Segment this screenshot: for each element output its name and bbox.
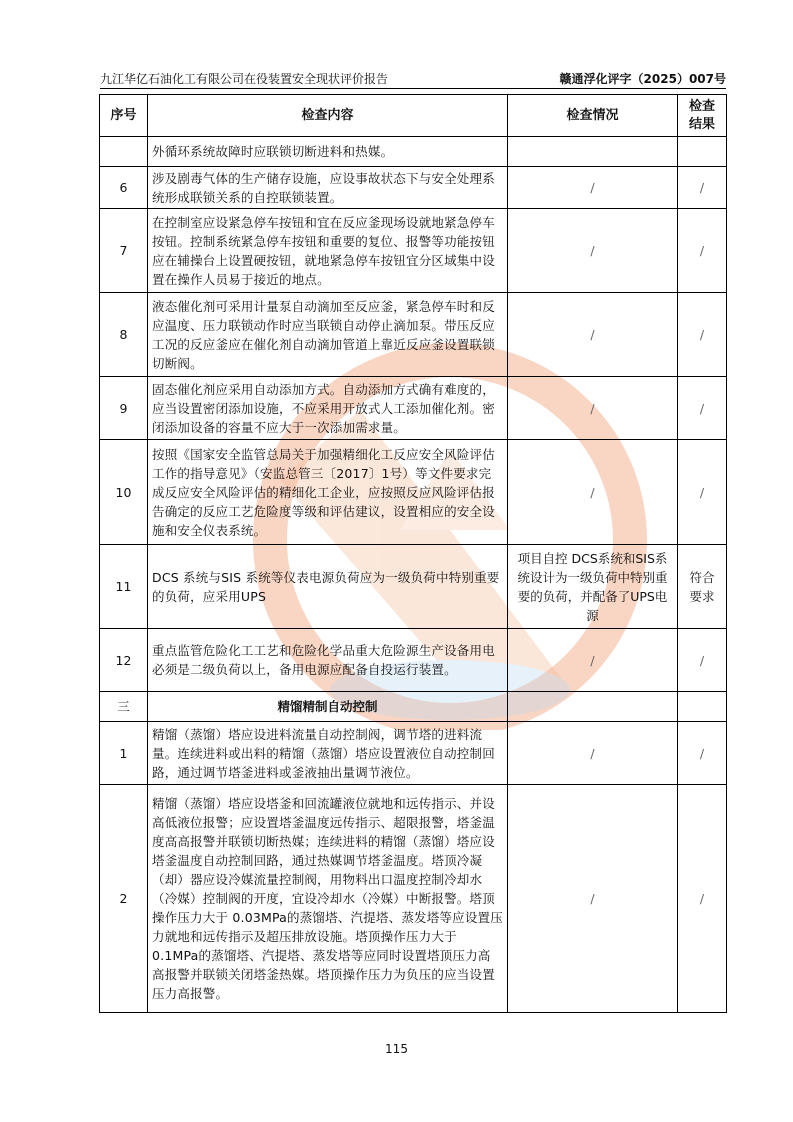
- row-content: 重点监管危险化工工艺和危险化学品重大危险源生产设备用电必须是二级负荷以上，备用电源应配备自投运行装置。: [148, 629, 508, 692]
- section-title: 精馏精制自动控制: [148, 692, 508, 722]
- table-row: [100, 167, 727, 209]
- section-empty-cell: [678, 692, 727, 722]
- inspection-table: [99, 94, 727, 1013]
- row-content: 涉及剧毒气体的生产储存设施，应设事故状态下与安全处理系统形成联锁关系的自控联锁装置。: [148, 167, 508, 209]
- row-result: /: [678, 167, 727, 209]
- row-content: 精馏（蒸馏）塔应设进料流量自动控制阀，调节塔的进料流量。连续进料或出料的精馏（蒸馏）塔应设置液位自动控制回路，通过调节塔釜进料或釜液抽出量调节液位。: [148, 722, 508, 785]
- row-situation: 项目自控 DCS系统和SIS系统设计为一级负荷中特别重要的负荷，并配备了UPS电源: [508, 545, 678, 629]
- table-row: [100, 293, 727, 377]
- row-no: 9: [100, 377, 148, 440]
- row-situation: /: [508, 377, 678, 440]
- row-situation: /: [508, 785, 678, 1013]
- row-result: /: [678, 293, 727, 377]
- row-result: /: [678, 629, 727, 692]
- header-divider: [100, 88, 726, 89]
- row-result: [678, 137, 727, 167]
- row-content: 液态催化剂可采用计量泵自动滴加至反应釜，紧急停车时和反应温度、压力联锁动作时应当联锁自动停止滴加泵。带压反应工况的反应釜应在催化剂自动滴加管道上靠近反应釜设置联锁切断阀。: [148, 293, 508, 377]
- row-result: /: [678, 377, 727, 440]
- col-header-content: 检查内容: [148, 95, 508, 137]
- table-row: [100, 629, 727, 692]
- row-no: 1: [100, 722, 148, 785]
- row-content: 按照《国家安全监管总局关于加强精细化工反应安全风险评估工作的指导意见》（安监总管三〔2017〕1号）等文件要求完成反应安全风险评估的精细化工企业，应按照反应风险评估报告确定的反应工艺危险度等级和评估建议，设置相应的安全设施和安全仪表系统。: [148, 440, 508, 545]
- row-result: /: [678, 785, 727, 1013]
- table-row: [100, 440, 727, 545]
- row-situation: [508, 137, 678, 167]
- header-report-number: 赣通浮化评字（2025）007号: [559, 72, 726, 86]
- row-content: DCS 系统与SIS 系统等仪表电源负荷应为一级负荷中特别重要的负荷，应采用UPS: [148, 545, 508, 629]
- section-empty-cell: [508, 692, 678, 722]
- row-no: 2: [100, 785, 148, 1013]
- col-header-result: [678, 95, 727, 137]
- row-no: 12: [100, 629, 148, 692]
- row-result: /: [678, 209, 727, 293]
- table-row: [100, 137, 727, 167]
- row-situation: /: [508, 722, 678, 785]
- row-situation: /: [508, 440, 678, 545]
- col-header-situation: 检查情况: [508, 95, 678, 137]
- row-situation: /: [508, 293, 678, 377]
- row-situation: /: [508, 209, 678, 293]
- table-row: [100, 785, 727, 1013]
- row-content: 固态催化剂应采用自动添加方式。自动添加方式确有难度的，应当设置密闭添加设施，不应采用开放式人工添加催化剂。密闭添加设备的容量不应大于一次添加需求量。: [148, 377, 508, 440]
- row-content: 精馏（蒸馏）塔应设塔釜和回流罐液位就地和远传指示、并设高低液位报警；应设置塔釜温度远传指示、超限报警，塔釜温度高高报警并联锁切断热媒；连续进料的精馏（蒸馏）塔应设塔釜温度自动控制回路，通过热媒调节塔釜温度。塔顶冷凝（却）器应设冷媒流量控制阀，用物料出口温度控制冷却水（冷媒）控制阀的开度，宜设冷却水（冷媒）中断报警。塔顶操作压力大于 0.03MPa的蒸馏塔、汽提塔、蒸发塔等应设置压力就地和远传指示及超压排放设施。塔顶操作压力大于 0.1MPa的蒸馏塔、汽提塔、蒸发塔等应同时设置塔顶压力高高报警并联锁关闭塔釜热媒。塔顶操作压力为负压的应当设置压力高报警。: [148, 785, 508, 1013]
- col-header-no: 序号: [100, 95, 148, 137]
- row-no: 8: [100, 293, 148, 377]
- table-row: [100, 209, 727, 293]
- row-result: /: [678, 722, 727, 785]
- row-result: [678, 545, 727, 629]
- row-situation: /: [508, 167, 678, 209]
- table-row: [100, 377, 727, 440]
- col-header-result-label: 检查结果: [688, 98, 715, 132]
- page-header: [100, 70, 726, 88]
- row-content: 外循环系统故障时应联锁切断进料和热媒。: [148, 137, 508, 167]
- page-number: 115: [385, 1042, 408, 1056]
- header-report-title: 九江华亿石油化工有限公司在役装置安全现状评价报告: [100, 72, 389, 86]
- row-no: 10: [100, 440, 148, 545]
- row-result-label: 符合要求: [689, 569, 715, 604]
- section-row: [100, 692, 727, 722]
- row-result: /: [678, 440, 727, 545]
- table-header-row: [100, 95, 727, 137]
- row-no: 6: [100, 167, 148, 209]
- table-row: [100, 545, 727, 629]
- row-no: 11: [100, 545, 148, 629]
- row-content: 在控制室应设紧急停车按钮和宜在反应釜现场设就地紧急停车按钮。控制系统紧急停车按钮和重要的复位、报警等功能按钮应在辅操台上设置硬按钮，就地紧急停车按钮宜分区域集中设置在操作人员易于接近的地点。: [148, 209, 508, 293]
- row-no: 7: [100, 209, 148, 293]
- section-no: 三: [100, 692, 148, 722]
- row-situation: /: [508, 629, 678, 692]
- row-no: [100, 137, 148, 167]
- table-row: [100, 722, 727, 785]
